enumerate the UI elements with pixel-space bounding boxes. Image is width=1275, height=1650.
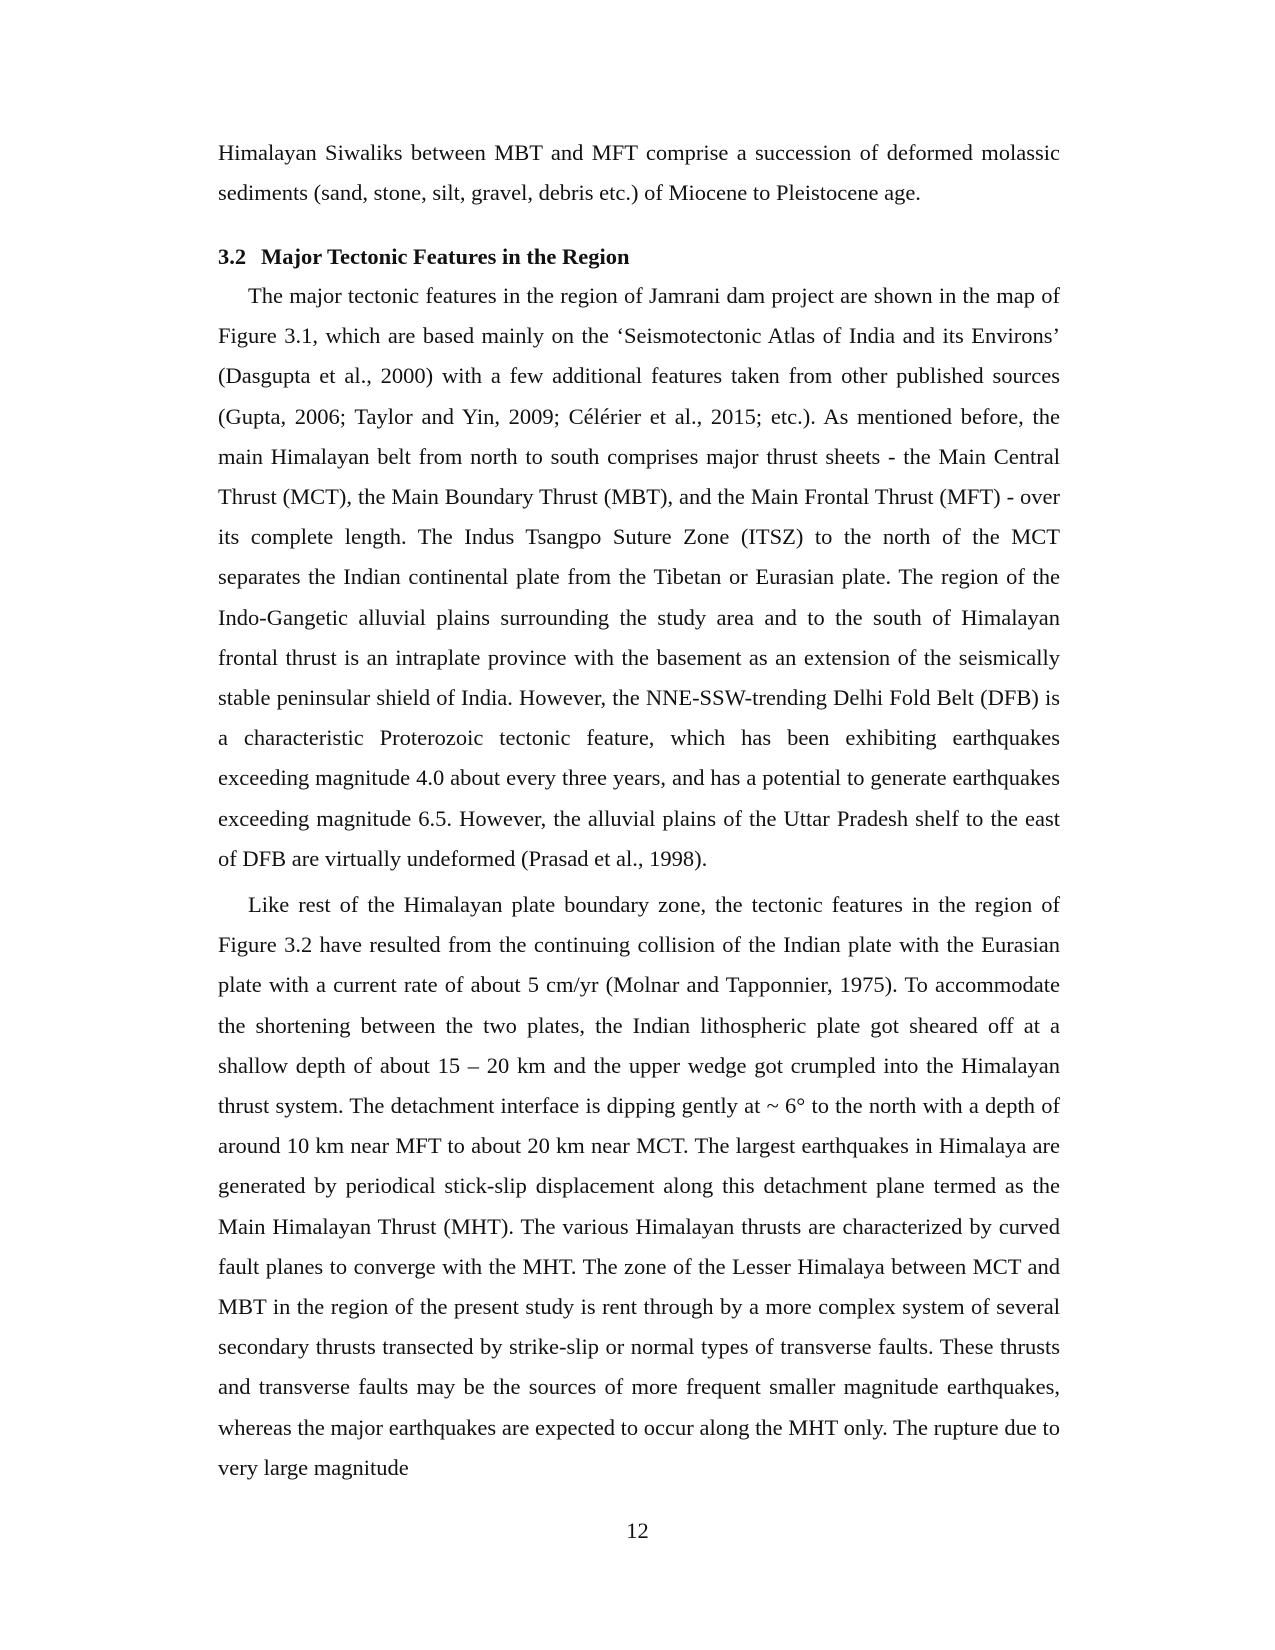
body-paragraph-plate-boundary: Like rest of the Himalayan plate boundary zone, the tectonic features in the region of Figure 3.2 have resulted from the continuing collision of the Indian plate with the Eurasian plate with a current rate of about 5 cm/yr (Molnar and Tapponnier, 1975). To accommodate the shortening between the two plates, the Indian lithospheric plate got sheared off at a shallow depth of about 15 – 20 km and the upper wedge got crumpled into the Himalayan thrust system. The detachment interface is dipping gently at ~ 6° to the north with a depth of around 10 km near MFT to about 20 km near MCT. The largest earthquakes in Himalaya are generated by periodical stick-slip displacement along this detachment plane termed as the Main Himalayan Thrust (MHT). The various Himalayan thrusts are characterized by curved fault planes to converge with the MHT. The zone of the Lesser Himalaya between MCT and MBT in the region of the present study is rent through by a more complex system of several secondary thrusts transected by strike-slip or normal types of transverse faults. These thrusts and transverse faults may be the sources of more frequent smaller magnitude earthquakes, whereas the major earthquakes are expected to occur along the MHT only. The rupture due to very large magnitude xyxy=(218,892,1060,1480)
section-title: Major Tectonic Features in the Region xyxy=(261,244,630,269)
section-number: 3.2 xyxy=(218,244,247,269)
body-paragraph-tectonic-features: The major tectonic features in the region of Jamrani dam project are shown in the map of Figure 3.1, which are based mainly on the ‘Seismotectonic Atlas of India and its Environs’ (Dasgupta et al., 2000) with a few additional features taken from other published sources (Gupta, 2006; Taylor and Yin, 2009; Célérier et al., 2015; etc.). As mentioned before, the main Himalayan belt from north to south comprises major thrust sheets - the Main Central Thrust (MCT), the Main Boundary Thrust (MBT), and the Main Frontal Thrust (MFT) - over its complete length. The Indus Tsangpo Suture Zone (ITSZ) to the north of the MCT separates the Indian continental plate from the Tibetan or Eurasian plate. The region of the Indo-Gangetic alluvial plains surrounding the study area and to the south of Himalayan frontal thrust is an intraplate province with the basement as an extension of the seismically stable peninsular shield of India. However, the NNE-SSW-trending Delhi Fold Belt (DFB) is a characteristic Proterozoic tectonic feature, which has been exhibiting earthquakes exceeding magnitude 4.0 about every three years, and has a potential to generate earthquakes exceeding magnitude 6.5. However, the alluvial plains of the Uttar Pradesh shelf to the east of DFB are virtually undeformed (Prasad et al., 1998). xyxy=(218,283,1060,871)
section-heading xyxy=(218,237,1060,277)
intro-paragraph: Himalayan Siwaliks between MBT and MFT comprise a succession of deformed molassic sediments (sand, stone, silt, gravel, debris etc.) of Miocene to Pleistocene age. xyxy=(218,140,1060,206)
page-number: 12 xyxy=(626,1518,649,1543)
